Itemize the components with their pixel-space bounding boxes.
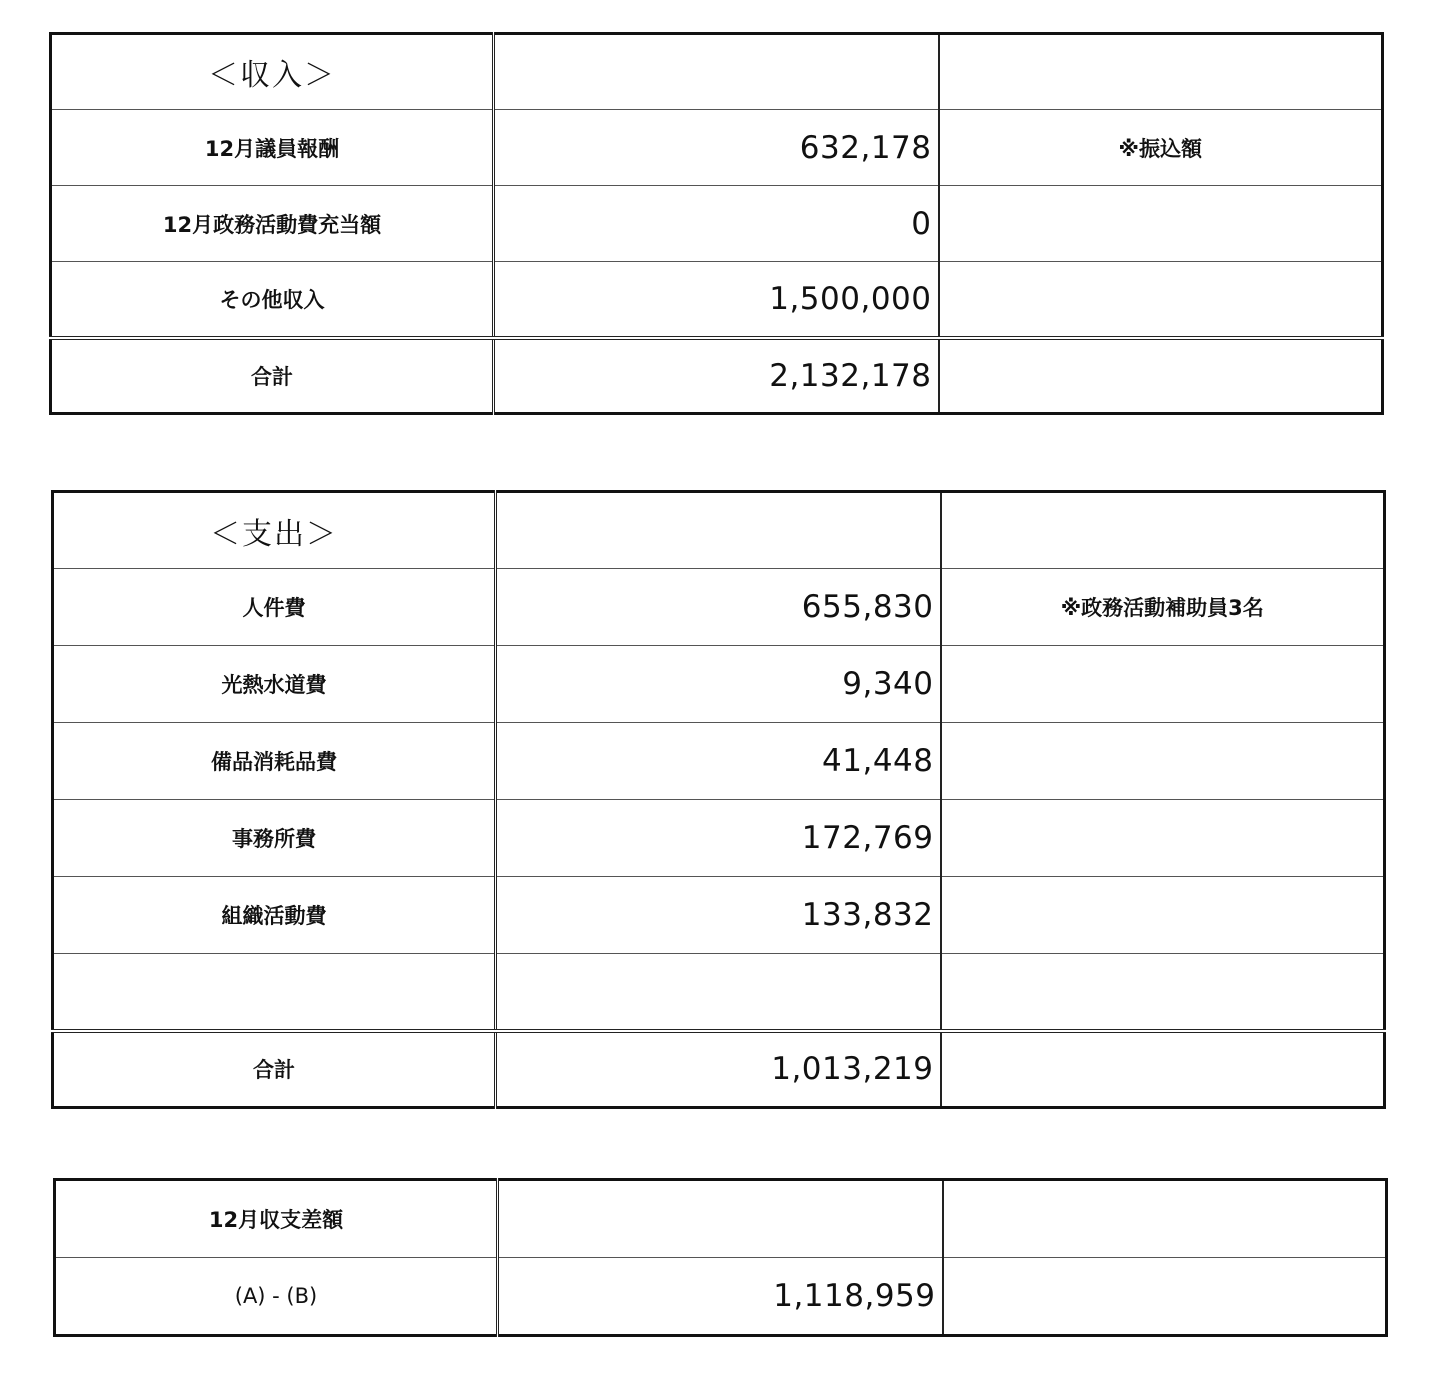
- expense-header: ＜支出＞: [53, 492, 496, 569]
- row-label: 光熱水道費: [53, 646, 496, 723]
- table-row: [53, 800, 1385, 877]
- row-note: [941, 723, 1385, 800]
- row-amount: 1,500,000: [494, 262, 939, 338]
- expense-table: [51, 490, 1386, 1109]
- total-label: 合計: [51, 338, 494, 414]
- table-row: [51, 186, 1383, 262]
- table-row: [51, 262, 1383, 338]
- row-label: 事務所費: [53, 800, 496, 877]
- balance-title-note-cell: [943, 1180, 1387, 1258]
- row-label: 備品消耗品費: [53, 723, 496, 800]
- row-note: [941, 877, 1385, 954]
- table-row: [53, 877, 1385, 954]
- total-amount: 2,132,178: [494, 338, 939, 414]
- total-note-cell: [939, 338, 1383, 414]
- row-note: [939, 262, 1383, 338]
- row-label: その他収入: [51, 262, 494, 338]
- row-note: [941, 800, 1385, 877]
- row-amount: 172,769: [496, 800, 941, 877]
- table-row: [53, 646, 1385, 723]
- row-amount: 632,178: [494, 110, 939, 186]
- expense-header-note-cell: [941, 492, 1385, 569]
- table-row: [51, 34, 1383, 110]
- expense-total-row: [53, 1031, 1385, 1108]
- income-header-amount-cell: [494, 34, 939, 110]
- total-note-cell: [941, 1031, 1385, 1108]
- row-amount: 133,832: [496, 877, 941, 954]
- row-amount: [496, 954, 941, 1031]
- income-header-note-cell: [939, 34, 1383, 110]
- balance-title-amount-cell: [498, 1180, 943, 1258]
- table-row: [55, 1258, 1387, 1336]
- balance-table: [53, 1178, 1388, 1337]
- table-row: [53, 569, 1385, 646]
- table-row: [53, 492, 1385, 569]
- income-table: [49, 32, 1384, 415]
- row-note: ※振込額: [939, 110, 1383, 186]
- row-note: ※政務活動補助員3名: [941, 569, 1385, 646]
- balance-formula: (A) - (B): [55, 1258, 498, 1336]
- row-note: [941, 646, 1385, 723]
- total-amount: 1,013,219: [496, 1031, 941, 1108]
- row-label: 人件費: [53, 569, 496, 646]
- table-row: [53, 723, 1385, 800]
- row-amount: 0: [494, 186, 939, 262]
- row-label: 組織活動費: [53, 877, 496, 954]
- row-label: 12月議員報酬: [51, 110, 494, 186]
- row-amount: 9,340: [496, 646, 941, 723]
- row-amount: 655,830: [496, 569, 941, 646]
- balance-amount: 1,118,959: [498, 1258, 943, 1336]
- income-total-row: [51, 338, 1383, 414]
- row-amount: 41,448: [496, 723, 941, 800]
- income-header: ＜収入＞: [51, 34, 494, 110]
- balance-note-cell: [943, 1258, 1387, 1336]
- table-row: [55, 1180, 1387, 1258]
- row-label: 12月政務活動費充当額: [51, 186, 494, 262]
- row-label: [53, 954, 496, 1031]
- expense-header-amount-cell: [496, 492, 941, 569]
- table-row: [51, 110, 1383, 186]
- total-label: 合計: [53, 1031, 496, 1108]
- balance-title: 12月収支差額: [55, 1180, 498, 1258]
- row-note: [939, 186, 1383, 262]
- table-row: [53, 954, 1385, 1031]
- row-note: [941, 954, 1385, 1031]
